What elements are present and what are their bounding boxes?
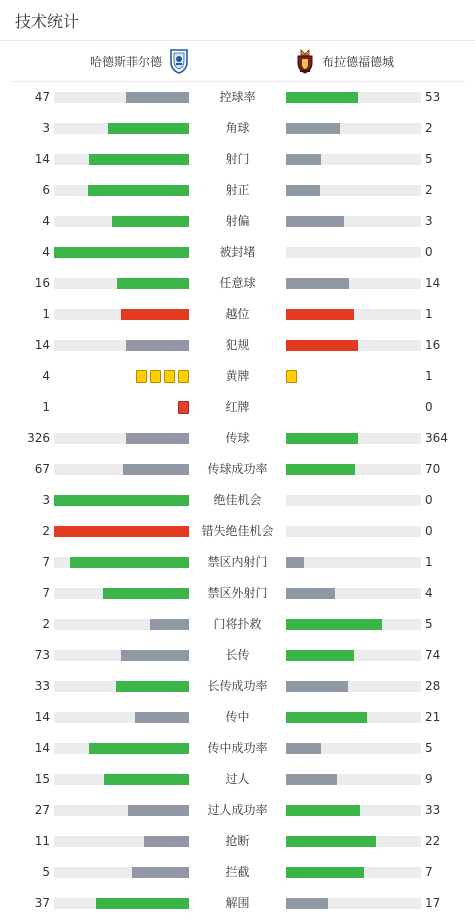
home-stat-bar-fill bbox=[89, 743, 189, 754]
home-stat-value: 11 bbox=[34, 834, 50, 848]
away-stat-bar bbox=[286, 216, 421, 227]
away-stat-bar-fill bbox=[286, 464, 355, 475]
away-team-name: 布拉德福德城 bbox=[322, 54, 395, 69]
away-stat-bar bbox=[286, 92, 421, 103]
home-stat-value: 14 bbox=[34, 710, 50, 724]
away-stat-bar bbox=[286, 309, 421, 320]
home-stat-bar-fill bbox=[132, 867, 189, 878]
stat-label: 被封堵 bbox=[219, 245, 256, 259]
away-stat-bar-fill bbox=[286, 92, 358, 103]
home-stat-value: 67 bbox=[34, 462, 50, 476]
stat-row bbox=[0, 175, 475, 206]
away-stat-bar-fill bbox=[286, 309, 354, 320]
away-stat-bar-fill bbox=[286, 340, 358, 351]
home-cards bbox=[136, 370, 189, 383]
away-stat-value: 0 bbox=[425, 400, 433, 414]
stat-row bbox=[0, 640, 475, 671]
home-stat-value: 2 bbox=[42, 524, 50, 538]
stat-label: 射偏 bbox=[225, 214, 250, 228]
away-stat-value: 9 bbox=[425, 772, 433, 786]
home-stat-bar bbox=[54, 495, 189, 506]
away-stat-value: 17 bbox=[425, 896, 441, 910]
home-stat-bar-fill bbox=[108, 123, 189, 134]
stat-row bbox=[0, 671, 475, 702]
yellow-card-icon bbox=[286, 370, 297, 383]
away-stat-bar-fill bbox=[286, 898, 328, 909]
home-stat-value: 37 bbox=[34, 896, 50, 910]
away-stat-bar bbox=[286, 185, 421, 196]
huddersfield-crest-icon bbox=[168, 48, 190, 74]
home-stat-value: 3 bbox=[42, 121, 50, 135]
stat-row bbox=[0, 299, 475, 330]
away-stat-bar bbox=[286, 557, 421, 568]
stat-row bbox=[0, 857, 475, 888]
home-stat-bar-fill bbox=[112, 216, 189, 227]
away-team[interactable] bbox=[294, 41, 394, 81]
home-stat-bar bbox=[54, 464, 189, 475]
away-stat-bar bbox=[286, 743, 421, 754]
home-stat-bar-fill bbox=[126, 433, 189, 444]
away-stat-bar-fill bbox=[286, 743, 321, 754]
away-stat-value: 21 bbox=[425, 710, 441, 724]
away-stat-bar-fill bbox=[286, 123, 340, 134]
away-stat-bar bbox=[286, 774, 421, 785]
stat-label: 抢断 bbox=[225, 834, 250, 848]
stat-row bbox=[0, 702, 475, 733]
stat-row bbox=[0, 144, 475, 175]
stat-label: 解围 bbox=[225, 896, 250, 910]
stat-label: 拦截 bbox=[225, 865, 250, 879]
home-stat-bar bbox=[54, 340, 189, 351]
home-stat-value: 33 bbox=[34, 679, 50, 693]
away-stat-bar bbox=[286, 681, 421, 692]
stat-label: 犯规 bbox=[225, 338, 250, 352]
home-stat-value: 14 bbox=[34, 338, 50, 352]
stat-label: 传中成功率 bbox=[207, 741, 268, 755]
home-stat-bar-fill bbox=[121, 309, 189, 320]
home-stat-value: 73 bbox=[34, 648, 50, 662]
home-stat-bar-fill bbox=[123, 464, 189, 475]
home-stat-value: 47 bbox=[34, 90, 50, 104]
home-stat-value: 16 bbox=[34, 276, 50, 290]
yellow-card-icon bbox=[150, 370, 161, 383]
stat-label: 禁区外射门 bbox=[207, 586, 268, 600]
home-stat-bar-fill bbox=[128, 805, 189, 816]
away-stat-value: 14 bbox=[425, 276, 441, 290]
stat-row bbox=[0, 113, 475, 144]
home-stat-value: 27 bbox=[34, 803, 50, 817]
home-team[interactable] bbox=[90, 41, 190, 81]
away-stat-bar-fill bbox=[286, 619, 382, 630]
away-stat-bar bbox=[286, 247, 421, 258]
stat-row bbox=[0, 237, 475, 268]
home-stat-value: 14 bbox=[34, 152, 50, 166]
home-stat-bar bbox=[54, 247, 189, 258]
away-stat-bar bbox=[286, 836, 421, 847]
away-stat-bar-fill bbox=[286, 681, 348, 692]
stat-label: 射门 bbox=[225, 152, 250, 166]
stat-label: 长传 bbox=[225, 648, 250, 662]
stat-label: 任意球 bbox=[219, 276, 256, 290]
home-stat-bar-fill bbox=[135, 712, 189, 723]
home-stat-value: 7 bbox=[42, 586, 50, 600]
away-stat-value: 28 bbox=[425, 679, 441, 693]
away-stat-bar bbox=[286, 805, 421, 816]
away-stat-value: 1 bbox=[425, 555, 433, 569]
stat-row bbox=[0, 454, 475, 485]
stat-label: 过人成功率 bbox=[207, 803, 268, 817]
away-cards bbox=[286, 370, 297, 383]
home-stat-value: 7 bbox=[42, 555, 50, 569]
stat-label: 传球 bbox=[225, 431, 250, 445]
stats-header bbox=[0, 0, 475, 41]
away-stat-bar bbox=[286, 278, 421, 289]
home-stat-bar-fill bbox=[89, 154, 189, 165]
stat-label: 射正 bbox=[225, 183, 250, 197]
home-stat-bar-fill bbox=[121, 650, 189, 661]
home-stat-bar-fill bbox=[54, 526, 189, 537]
away-stat-bar bbox=[286, 619, 421, 630]
home-cards bbox=[178, 401, 189, 414]
home-stat-bar bbox=[54, 805, 189, 816]
home-stat-bar bbox=[54, 123, 189, 134]
stat-label: 门将扑救 bbox=[213, 617, 262, 631]
home-stat-bar bbox=[54, 619, 189, 630]
home-stat-bar-fill bbox=[104, 774, 189, 785]
away-stat-bar-fill bbox=[286, 805, 360, 816]
home-stat-bar-fill bbox=[150, 619, 189, 630]
home-stat-value: 4 bbox=[42, 245, 50, 259]
stat-row bbox=[0, 82, 475, 113]
yellow-card-icon bbox=[178, 370, 189, 383]
home-stat-bar bbox=[54, 309, 189, 320]
home-stat-value: 6 bbox=[42, 183, 50, 197]
away-stat-bar-fill bbox=[286, 712, 367, 723]
home-stat-bar bbox=[54, 216, 189, 227]
home-stat-bar bbox=[54, 154, 189, 165]
home-stat-value: 3 bbox=[42, 493, 50, 507]
home-stat-bar bbox=[54, 433, 189, 444]
stat-row bbox=[0, 361, 475, 392]
home-stat-bar-fill bbox=[116, 681, 189, 692]
away-stat-bar-fill bbox=[286, 154, 321, 165]
away-stat-bar bbox=[286, 433, 421, 444]
away-stat-value: 1 bbox=[425, 369, 433, 383]
home-stat-value: 1 bbox=[42, 400, 50, 414]
stat-label: 传中 bbox=[225, 710, 250, 724]
away-stat-bar bbox=[286, 867, 421, 878]
away-stat-value: 5 bbox=[425, 152, 433, 166]
away-stat-bar-fill bbox=[286, 557, 304, 568]
home-stat-value: 2 bbox=[42, 617, 50, 631]
home-stat-bar bbox=[54, 836, 189, 847]
away-stat-bar bbox=[286, 123, 421, 134]
home-stat-value: 4 bbox=[42, 369, 50, 383]
stat-label: 过人 bbox=[225, 772, 250, 786]
stats-list bbox=[0, 82, 475, 919]
home-stat-bar-fill bbox=[96, 898, 189, 909]
home-stat-bar bbox=[54, 867, 189, 878]
stat-label: 绝佳机会 bbox=[213, 493, 262, 507]
stat-row bbox=[0, 609, 475, 640]
home-stat-bar-fill bbox=[54, 495, 189, 506]
home-stat-bar-fill bbox=[126, 340, 189, 351]
away-stat-value: 0 bbox=[425, 524, 433, 538]
home-stat-value: 326 bbox=[27, 431, 50, 445]
home-stat-bar bbox=[54, 774, 189, 785]
away-stat-value: 1 bbox=[425, 307, 433, 321]
home-stat-bar bbox=[54, 743, 189, 754]
away-stat-value: 2 bbox=[425, 183, 433, 197]
away-stat-bar bbox=[286, 340, 421, 351]
home-stat-value: 15 bbox=[34, 772, 50, 786]
home-stat-bar bbox=[54, 681, 189, 692]
home-stat-bar bbox=[54, 92, 189, 103]
home-stat-bar bbox=[54, 588, 189, 599]
stat-row bbox=[0, 516, 475, 547]
stat-label: 黄牌 bbox=[225, 369, 250, 383]
stat-row bbox=[0, 826, 475, 857]
stat-label: 红牌 bbox=[225, 400, 250, 414]
stat-row bbox=[0, 547, 475, 578]
away-stat-bar bbox=[286, 898, 421, 909]
stat-row bbox=[0, 423, 475, 454]
home-stat-value: 1 bbox=[42, 307, 50, 321]
away-stat-bar-fill bbox=[286, 185, 320, 196]
away-stat-value: 2 bbox=[425, 121, 433, 135]
away-stat-value: 3 bbox=[425, 214, 433, 228]
away-stat-value: 7 bbox=[425, 865, 433, 879]
stat-row bbox=[0, 578, 475, 609]
stat-label: 错失绝佳机会 bbox=[201, 524, 274, 538]
away-stat-bar-fill bbox=[286, 836, 376, 847]
home-stat-bar bbox=[54, 557, 189, 568]
stat-row bbox=[0, 330, 475, 361]
red-card-icon bbox=[178, 401, 189, 414]
home-stat-bar-fill bbox=[117, 278, 189, 289]
home-stat-bar bbox=[54, 898, 189, 909]
away-stat-value: 364 bbox=[425, 431, 448, 445]
stat-row bbox=[0, 888, 475, 919]
away-stat-value: 33 bbox=[425, 803, 441, 817]
away-stat-bar-fill bbox=[286, 433, 358, 444]
home-stat-bar-fill bbox=[54, 247, 189, 258]
home-stat-bar bbox=[54, 526, 189, 537]
stat-row bbox=[0, 268, 475, 299]
stat-row bbox=[0, 795, 475, 826]
away-stat-value: 0 bbox=[425, 493, 433, 507]
away-stat-bar bbox=[286, 588, 421, 599]
away-stat-bar bbox=[286, 650, 421, 661]
away-stat-value: 74 bbox=[425, 648, 441, 662]
away-stat-value: 0 bbox=[425, 245, 433, 259]
away-stat-bar bbox=[286, 712, 421, 723]
away-stat-bar-fill bbox=[286, 774, 337, 785]
stat-label: 角球 bbox=[225, 121, 250, 135]
stat-row bbox=[0, 392, 475, 423]
home-team-name: 哈德斯菲尔德 bbox=[90, 54, 163, 69]
yellow-card-icon bbox=[164, 370, 175, 383]
stat-row bbox=[0, 206, 475, 237]
away-stat-bar-fill bbox=[286, 216, 344, 227]
home-stat-bar bbox=[54, 712, 189, 723]
stat-label: 传球成功率 bbox=[207, 462, 268, 476]
away-stat-value: 22 bbox=[425, 834, 441, 848]
away-stat-value: 5 bbox=[425, 741, 433, 755]
away-stat-bar bbox=[286, 495, 421, 506]
home-stat-value: 5 bbox=[42, 865, 50, 879]
away-stat-bar-fill bbox=[286, 588, 335, 599]
home-stat-bar bbox=[54, 185, 189, 196]
home-stat-bar-fill bbox=[70, 557, 189, 568]
away-stat-bar bbox=[286, 464, 421, 475]
home-stat-bar bbox=[54, 650, 189, 661]
home-stat-value: 4 bbox=[42, 214, 50, 228]
stat-label: 长传成功率 bbox=[207, 679, 268, 693]
stat-row bbox=[0, 764, 475, 795]
stat-label: 禁区内射门 bbox=[207, 555, 268, 569]
stat-row bbox=[0, 733, 475, 764]
away-stat-value: 53 bbox=[425, 90, 441, 104]
stat-row bbox=[0, 485, 475, 516]
away-stat-bar-fill bbox=[286, 278, 349, 289]
bradford-crest-icon bbox=[294, 48, 316, 74]
away-stat-bar-fill bbox=[286, 650, 354, 661]
home-stat-bar-fill bbox=[88, 185, 189, 196]
stat-label: 越位 bbox=[225, 307, 250, 321]
home-stat-bar-fill bbox=[126, 92, 189, 103]
home-stat-bar bbox=[54, 278, 189, 289]
away-stat-bar-fill bbox=[286, 867, 364, 878]
home-stat-value: 14 bbox=[34, 741, 50, 755]
team-header bbox=[10, 41, 465, 82]
away-stat-value: 4 bbox=[425, 586, 433, 600]
yellow-card-icon bbox=[136, 370, 147, 383]
away-stat-bar bbox=[286, 154, 421, 165]
home-stat-bar-fill bbox=[103, 588, 189, 599]
away-stat-value: 16 bbox=[425, 338, 441, 352]
home-stat-bar-fill bbox=[144, 836, 189, 847]
page-title: 技术统计 bbox=[15, 11, 80, 31]
away-stat-value: 5 bbox=[425, 617, 433, 631]
away-stat-value: 70 bbox=[425, 462, 441, 476]
stat-label: 控球率 bbox=[219, 90, 256, 104]
away-stat-bar bbox=[286, 526, 421, 537]
